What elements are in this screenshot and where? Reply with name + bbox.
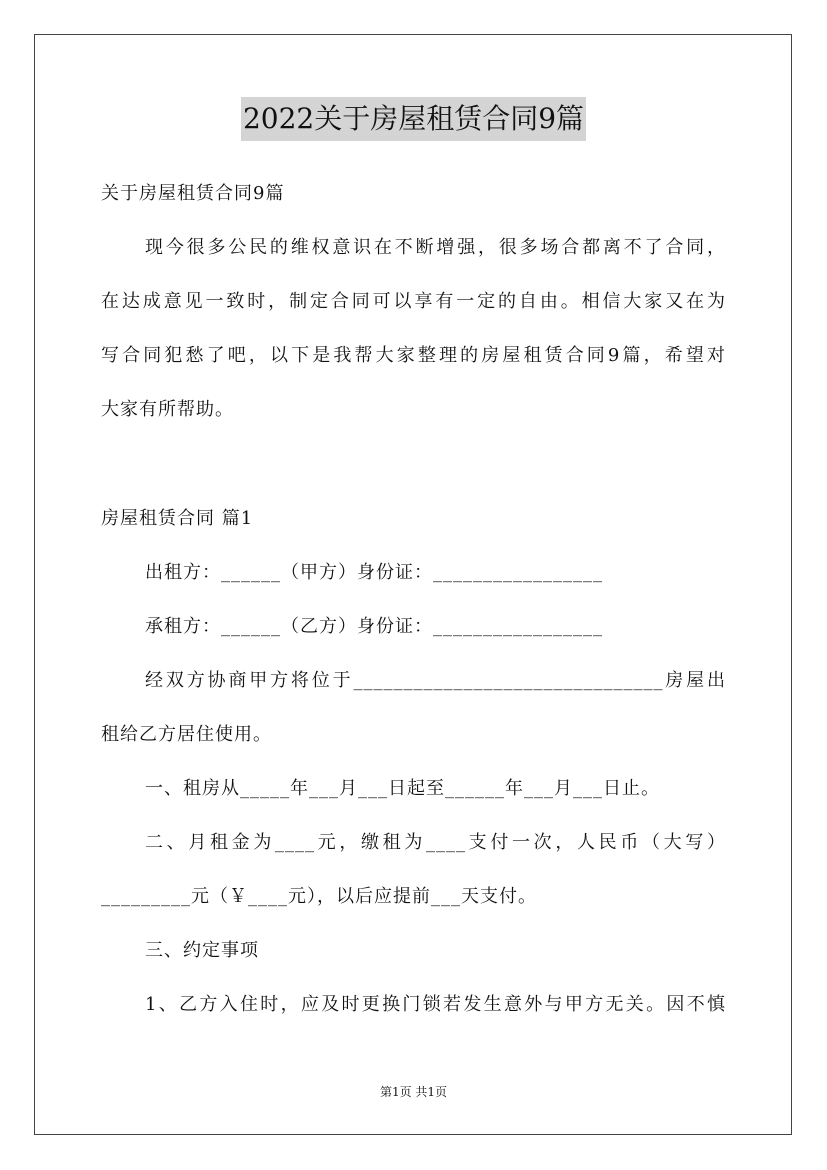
intro-line-2: 在达成意见一致时，制定合同可以享有一定的自由。相信大家又在为 bbox=[101, 291, 726, 312]
term-item-1: 1、乙方入住时，应及时更换门锁若发生意外与甲方无关。因不慎 bbox=[145, 994, 726, 1015]
rent-line-2: _________元（￥____元），以后应提前___天支付。 bbox=[101, 886, 537, 907]
term-line: 一、租房从_____年___月___日起至______年___月___日止。 bbox=[145, 778, 660, 799]
rent-line-1: 二、月租金为____元，缴租为____支付一次，人民币（大写） bbox=[145, 832, 726, 853]
document-title-wrap bbox=[0, 97, 827, 141]
section-heading: 房屋租赁合同 篇1 bbox=[101, 508, 254, 529]
subtitle: 关于房屋租赁合同9篇 bbox=[101, 183, 285, 204]
document-title: 2022关于房屋租赁合同9篇 bbox=[241, 97, 586, 141]
terms-heading: 三、约定事项 bbox=[145, 940, 259, 961]
intro-line-4: 大家有所帮助。 bbox=[101, 399, 234, 420]
page-footer: 第1页 共1页 bbox=[379, 1085, 448, 1099]
agreement-line-1: 经双方协商甲方将位于_______________________________房屋出 bbox=[145, 670, 726, 691]
lessor-line: 出租方：______（甲方）身份证：_________________ bbox=[145, 562, 603, 583]
lessee-line: 承租方：______（乙方）身份证：_________________ bbox=[145, 616, 603, 637]
agreement-line-2: 租给乙方居住使用。 bbox=[101, 724, 272, 745]
intro-line-1: 现今很多公民的维权意识在不断增强，很多场合都离不了合同， bbox=[145, 237, 726, 258]
intro-line-3: 写合同犯愁了吧，以下是我帮大家整理的房屋租赁合同9篇，希望对 bbox=[101, 345, 726, 366]
